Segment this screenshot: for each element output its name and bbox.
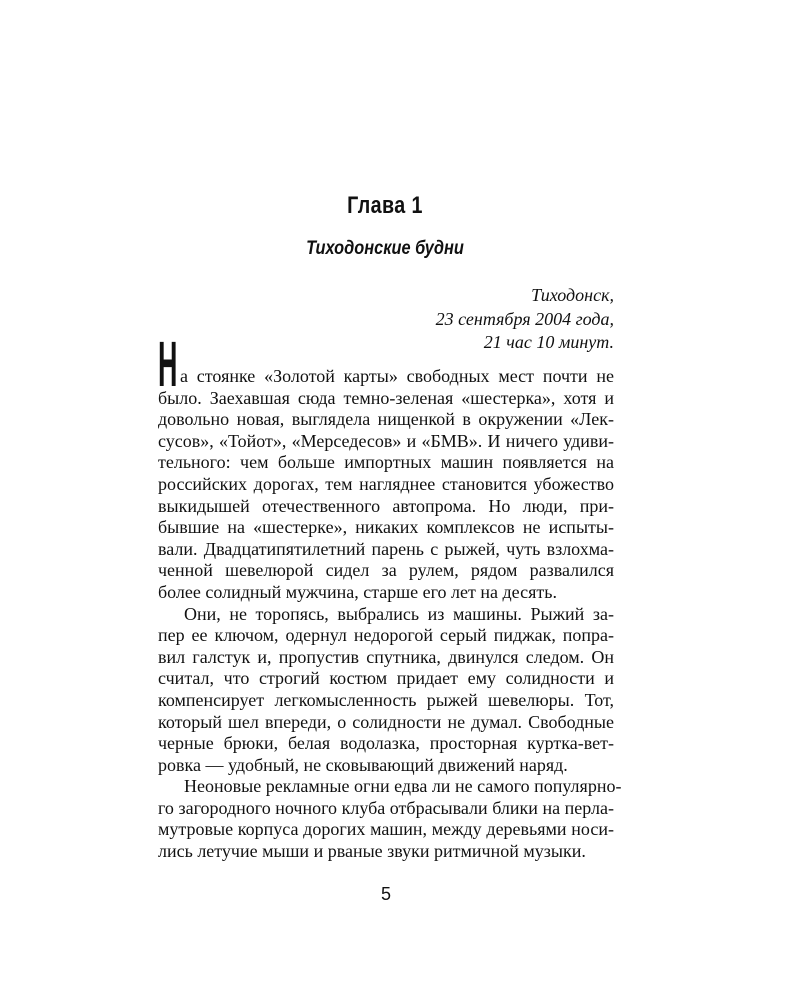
text-line: ровка — удобный, не сковывающий движений наряд. xyxy=(158,754,568,775)
text-line: Они, не торопясь, выбрались из машины. Рыжий за- xyxy=(184,603,614,624)
text-line: российских дорогах, тем нагляднее становится убожество xyxy=(158,473,614,494)
text-line: вил галстук и, пропустив спутника, двинулся следом. Он xyxy=(158,646,614,667)
dateline-date: 23 сентября 2004 года, xyxy=(435,308,614,329)
text-line: черные брюки, белая водолазка, просторная куртка-вет- xyxy=(158,733,614,754)
text-line: компенсирует легкомысленность рыжей шевелюры. Тот, xyxy=(158,689,614,710)
text-line: довольно новая, выглядела нищенкой в окружении «Лек- xyxy=(158,409,614,430)
text-line: вали. Двадцатипятилетний парень с рыжей, чуть взлохма- xyxy=(158,538,614,559)
text-line: ченной шевелюрой сидел за рулем, рядом развалился xyxy=(158,560,614,581)
text-line: выкидышей отечественного автопрома. Но люди, при- xyxy=(158,495,614,516)
text-line: который шел впереди, о солидности не думал. Свободные xyxy=(158,711,614,732)
drop-cap: Н xyxy=(158,328,178,400)
text-line: тельного: чем больше импортных машин появляется на xyxy=(158,452,614,473)
text-line: более солидный мужчина, старше его лет на десять. xyxy=(158,581,557,602)
text-line: было. Заехавшая сюда темно-зеленая «шестерка», хотя и xyxy=(158,387,614,408)
text-line: бывшие на «шестерке», никаких комплексов не испыты- xyxy=(158,517,614,538)
chapter-subtitle: Тиходонские будни xyxy=(306,238,464,259)
dateline-time: 21 час 10 минут. xyxy=(483,332,614,352)
text-line: мутровые корпуса дорогих машин, между деревьями носи- xyxy=(158,819,614,840)
chapter-title: Глава 1 xyxy=(347,192,423,219)
text-line: лись летучие мыши и рваные звуки ритмичной музыки. xyxy=(158,841,586,862)
text-line: го загородного ночного клуба отбрасывали блики на перла- xyxy=(158,797,614,818)
dateline-city: Тиходонск, xyxy=(531,285,614,305)
text-line: сусов», «Тойот», «Мерседесов» и «БМВ». И ничего удиви- xyxy=(158,430,614,451)
page-number: 5 xyxy=(380,884,391,904)
text-line: Неоновые рекламные огни едва ли не самого популярно- xyxy=(184,776,622,797)
text-line: а стоянке «Золотой карты» свободных мест почти не xyxy=(180,366,614,386)
dateline xyxy=(274,284,614,355)
text-line: считал, что строгий костюм придает ему солидности и xyxy=(158,668,614,689)
text-line: пер ее ключом, одернул недорогой серый пиджак, попра- xyxy=(158,625,614,646)
